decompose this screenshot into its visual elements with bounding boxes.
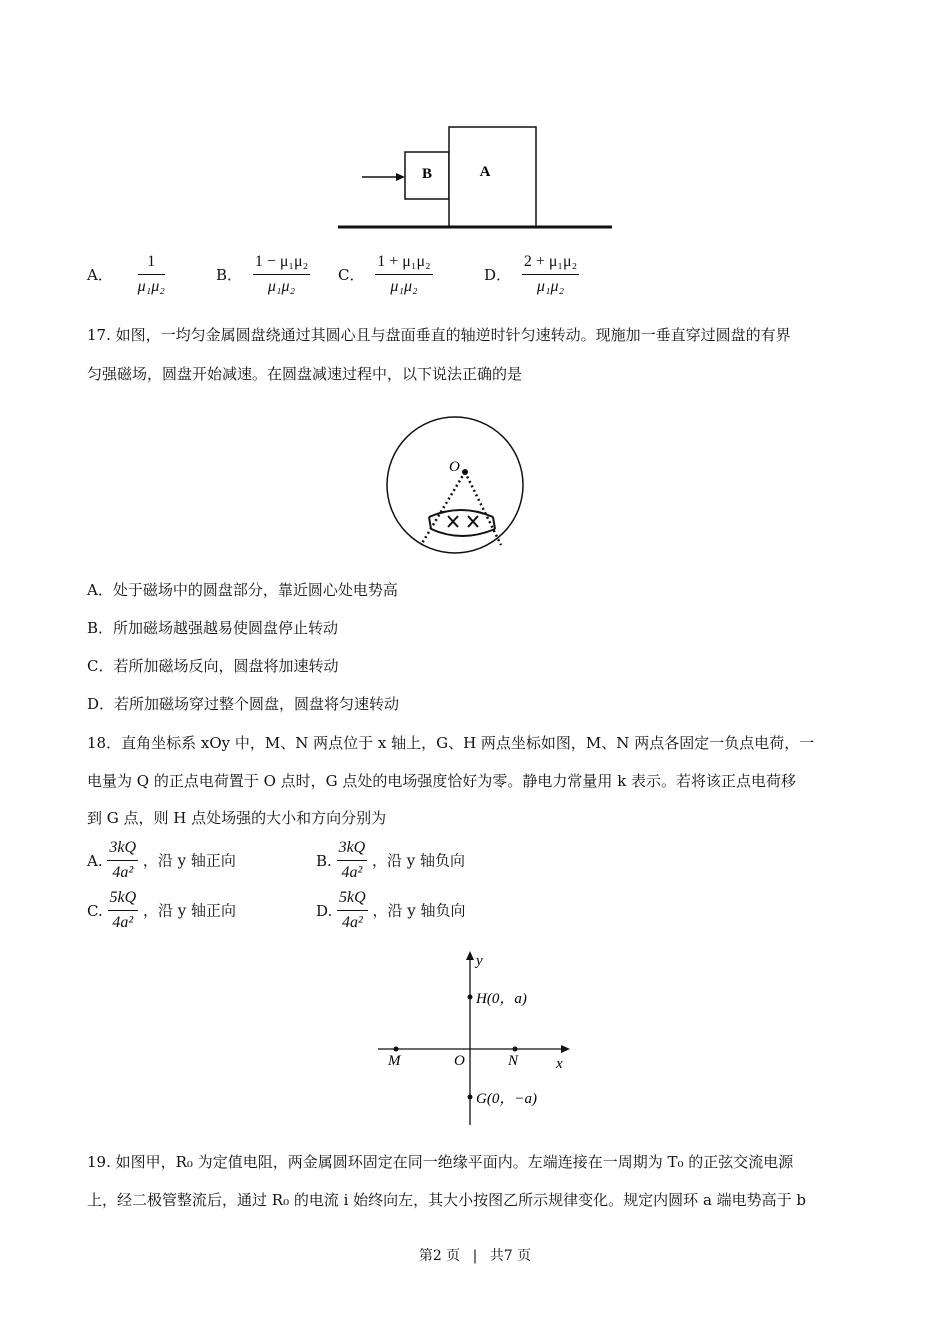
numerator: 3kQ xyxy=(107,838,138,861)
fraction xyxy=(337,888,368,933)
q17-option-b: B．所加磁场越强越易使圆盘停止转动 xyxy=(87,619,339,637)
x-axis-arrow xyxy=(561,1045,570,1053)
fraction xyxy=(253,252,310,297)
option-direction: ，沿 y 轴负向 xyxy=(372,851,466,870)
denominator: 4a² xyxy=(341,864,363,881)
option-direction: ，沿 y 轴负向 xyxy=(372,901,466,920)
fraction xyxy=(107,838,138,883)
q18-option-b xyxy=(316,838,465,883)
y-axis-label: y xyxy=(476,953,483,969)
numerator: 3kQ xyxy=(337,838,368,861)
denominator: μ₁μ₂ xyxy=(390,278,418,295)
point-g xyxy=(468,1095,473,1100)
point-m-label: M xyxy=(388,1053,401,1069)
numerator: 5kQ xyxy=(108,888,139,911)
page-total: 共7 页 xyxy=(489,1248,532,1264)
q17-text-line-1: 17. 如图，一均匀金属圆盘绕通过其圆心且与盘面垂直的轴逆时针匀速转动。现施加一垂直穿过圆盘的有界 xyxy=(87,326,791,344)
q18-text-line-2: 电量为 Q 的正点电荷置于 O 点时，G 点处的电场强度恰好为零。静电力常量用 k 表示。若将该正点电荷移 xyxy=(87,772,797,790)
q16-option-a xyxy=(87,252,165,297)
magnetic-field-cross-1 xyxy=(448,516,458,527)
q17-option-c: C．若所加磁场反向，圆盘将加速转动 xyxy=(87,657,339,675)
option-label: C. xyxy=(87,901,103,920)
q17-text-line-2: 匀强磁场，圆盘开始减速。在圆盘减速过程中，以下说法正确的是 xyxy=(87,365,523,383)
numerator: 1 − μ₁μ₂ xyxy=(253,252,310,275)
q18-option-a xyxy=(87,838,236,883)
q16-option-c xyxy=(338,252,433,297)
x-axis-label: x xyxy=(556,1056,563,1072)
point-g-label: G(0，−a) xyxy=(476,1091,537,1107)
origin-label: O xyxy=(454,1053,465,1069)
point-n-label: N xyxy=(508,1053,519,1069)
option-label: A. xyxy=(87,851,103,870)
numerator: 2 + μ₁μ₂ xyxy=(522,252,579,275)
page-footer xyxy=(0,1245,950,1265)
option-label: B. xyxy=(316,851,332,870)
block-b-label: B xyxy=(421,166,433,182)
fraction xyxy=(337,838,368,883)
force-arrow-head xyxy=(396,173,405,181)
page-number: 第2 页 xyxy=(418,1248,461,1264)
field-region-inner-arc xyxy=(431,529,495,536)
denominator: μ₁μ₂ xyxy=(267,278,296,295)
q18-text-line-1: 18．直角坐标系 xOy 中，M、N 两点位于 x 轴上，G、H 两点坐标如图，M、N 两点各固定一负点电荷，一 xyxy=(87,734,815,752)
fraction xyxy=(138,252,165,297)
point-m xyxy=(394,1047,399,1052)
fraction xyxy=(522,252,579,297)
q19-text-line-1: 19. 如图甲，R₀ 为定值电阻，两金属圆环固定在同一绝缘平面内。左端连接在一周期为 T₀ 的正弦交流电源 xyxy=(87,1153,794,1171)
option-label: B． xyxy=(216,265,243,284)
y-axis-arrow xyxy=(466,951,474,960)
option-label: D． xyxy=(484,265,512,284)
option-direction: ，沿 y 轴正向 xyxy=(142,901,236,920)
option-label: C． xyxy=(338,265,365,284)
point-h xyxy=(468,995,473,1000)
option-label: D. xyxy=(316,901,333,920)
footer-separator: | xyxy=(472,1248,478,1264)
option-label: A． xyxy=(87,265,113,284)
option-direction: ，沿 y 轴正向 xyxy=(142,851,236,870)
q18-text-line-3: 到 G 点，则 H 点处场强的大小和方向分别为 xyxy=(87,809,387,827)
q17-option-d: D．若所加磁场穿过整个圆盘，圆盘将匀速转动 xyxy=(87,695,400,713)
q18-option-d xyxy=(316,888,466,933)
magnetic-field-cross-2 xyxy=(468,516,478,527)
q19-text-line-2: 上，经二极管整流后，通过 R₀ 的电流 i 始终向左，其大小按图乙所示规律变化。规定内圆环 a 端电势高于 b xyxy=(87,1191,807,1209)
denominator: μ₁μ₂ xyxy=(137,278,165,295)
block-a-label: A xyxy=(479,164,491,180)
point-n xyxy=(513,1047,518,1052)
numerator: 5kQ xyxy=(337,888,368,911)
figure-disc xyxy=(385,405,525,565)
numerator: 1 xyxy=(138,252,165,275)
block-a xyxy=(449,127,536,227)
fraction xyxy=(108,888,139,933)
q16-option-d xyxy=(484,252,579,297)
q17-option-a: A．处于磁场中的圆盘部分，靠近圆心处电势高 xyxy=(87,581,398,599)
fraction xyxy=(375,252,432,297)
q18-option-c xyxy=(87,888,236,933)
disc-center-label: O xyxy=(449,459,460,475)
figure-blocks xyxy=(330,120,620,235)
point-h-label: H(0，a) xyxy=(476,991,527,1007)
denominator: 4a² xyxy=(341,914,363,931)
disc-outline xyxy=(387,417,523,553)
denominator: 4a² xyxy=(112,914,134,931)
q16-option-b xyxy=(216,252,310,297)
denominator: 4a² xyxy=(112,864,134,881)
denominator: μ₁μ₂ xyxy=(536,278,565,295)
figure-coordinate-system xyxy=(370,945,580,1130)
numerator: 1 + μ₁μ₂ xyxy=(375,252,432,275)
